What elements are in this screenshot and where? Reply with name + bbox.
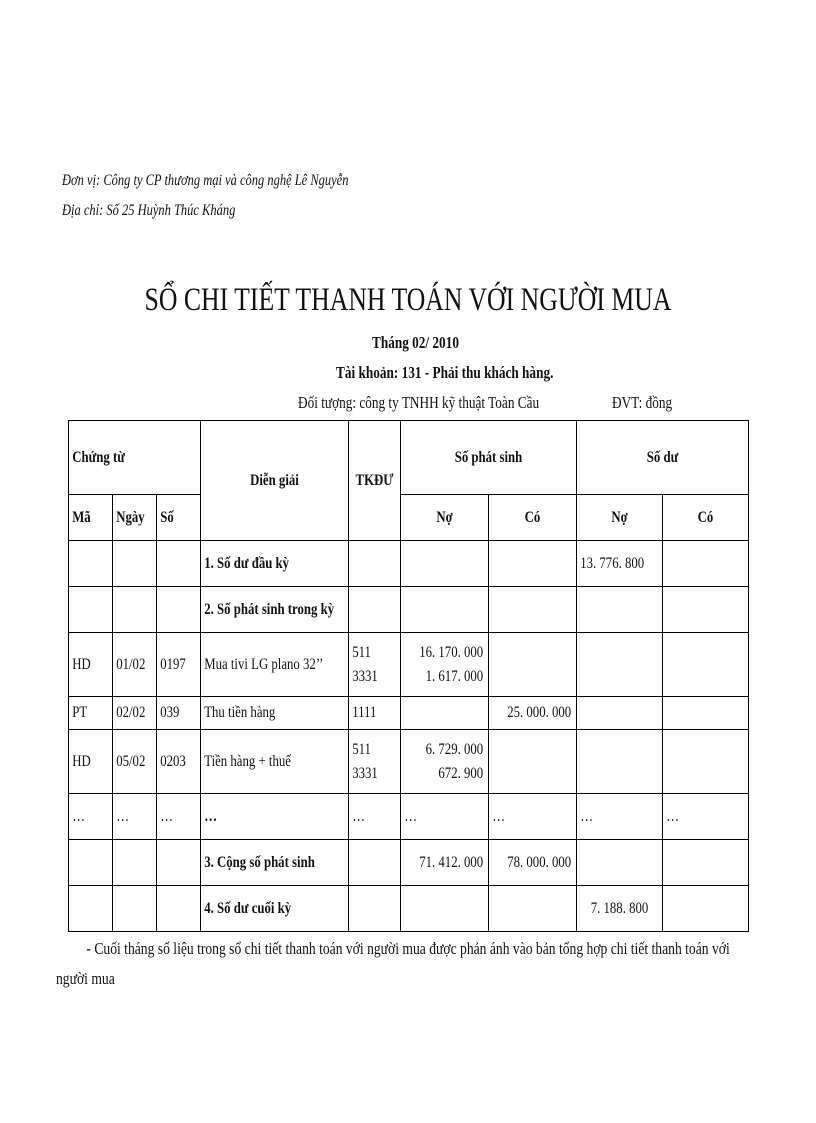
row-arising-credit: [489, 886, 577, 932]
header-date: Ngày: [113, 495, 157, 541]
row-code: [69, 541, 113, 587]
table-row: [69, 587, 749, 633]
header-number: Số: [157, 495, 201, 541]
table-row: [69, 840, 749, 886]
header-arising-credit: Có: [489, 495, 577, 541]
row-contra-account: 511 3331: [349, 730, 401, 794]
row-description: Mua tivi LG plano 32’’: [201, 633, 349, 697]
row-code: [69, 587, 113, 633]
account-label: Tài khoản: 131 - Phải thu khách hàng.: [336, 363, 554, 382]
table-row: [69, 730, 749, 794]
row-arising-debit: 6. 729. 000 672. 900: [401, 730, 489, 794]
row-balance-credit: [663, 730, 749, 794]
row-code: HD: [69, 633, 113, 697]
row-arising-credit: [489, 730, 577, 794]
row-number: [157, 541, 201, 587]
row-arising-credit: [489, 587, 577, 633]
row-balance-debit: [577, 840, 663, 886]
row-description: 2. Số phát sinh trong kỳ: [201, 587, 349, 633]
row-code: [69, 840, 113, 886]
header-arising-debit: Nợ: [401, 495, 489, 541]
row-number: 0203: [157, 730, 201, 794]
row-arising-debit: 71. 412. 000: [401, 840, 489, 886]
row-number: [157, 587, 201, 633]
footer-note: [56, 934, 776, 994]
row-date: [113, 541, 157, 587]
row-balance-debit: …: [577, 794, 663, 840]
row-balance-debit: 13. 776. 800: [577, 541, 663, 587]
month-label: Tháng 02/ 2010: [372, 333, 459, 352]
header-balance-debit: Nợ: [577, 495, 663, 541]
row-balance-credit: [663, 541, 749, 587]
table-row: [69, 697, 749, 730]
row-code: [69, 886, 113, 932]
row-date: 05/02: [113, 730, 157, 794]
row-date: [113, 840, 157, 886]
header-balance-credit: Có: [663, 495, 749, 541]
row-balance-credit: [663, 587, 749, 633]
row-contra-account: [349, 541, 401, 587]
company-address: Địa chỉ: Số 25 Huỳnh Thúc Kháng: [62, 202, 236, 219]
row-contra-account: …: [349, 794, 401, 840]
header-row-2: [69, 495, 749, 541]
row-balance-credit: …: [663, 794, 749, 840]
row-arising-credit: [489, 633, 577, 697]
row-arising-debit: [401, 587, 489, 633]
row-balance-credit: [663, 697, 749, 730]
row-contra-account: [349, 886, 401, 932]
row-number: [157, 886, 201, 932]
row-code: …: [69, 794, 113, 840]
header-row-1: [69, 421, 749, 495]
object-label: Đối tượng: công ty TNHH kỹ thuật Toàn Cầu: [298, 393, 540, 412]
header-balance: Số dư: [577, 421, 749, 495]
row-code: HD: [69, 730, 113, 794]
row-arising-credit: [489, 541, 577, 587]
row-code: PT: [69, 697, 113, 730]
row-balance-debit: [577, 633, 663, 697]
table-row: [69, 794, 749, 840]
row-description: 1. Số dư đầu kỳ: [201, 541, 349, 587]
row-arising-debit: 16. 170. 000 1. 617. 000: [401, 633, 489, 697]
row-balance-debit: [577, 730, 663, 794]
row-arising-debit: [401, 541, 489, 587]
table-row: [69, 541, 749, 587]
row-arising-credit: …: [489, 794, 577, 840]
unit-of-measure: ĐVT: đồng: [612, 393, 673, 412]
row-arising-debit: [401, 697, 489, 730]
row-description: Thu tiền hàng: [201, 697, 349, 730]
row-arising-debit: [401, 886, 489, 932]
header-code: Mã: [69, 495, 113, 541]
company-unit: Đơn vị: Công ty CP thương mại và công nghệ Lê Nguyễn: [62, 172, 349, 189]
row-balance-debit: [577, 587, 663, 633]
row-arising-debit: …: [401, 794, 489, 840]
footer-line-1: - Cuối tháng số liệu trong sổ chi tiết thanh toán với người mua được phản ánh vào bản tổng hợp chi tiết thanh toán với: [86, 939, 730, 958]
table-row: [69, 633, 749, 697]
header-contra-account: TKĐƯ: [349, 421, 401, 541]
row-balance-debit: 7. 188. 800: [577, 886, 663, 932]
header-arising: Số phát sinh: [401, 421, 577, 495]
header-description: Diễn giải: [201, 421, 349, 541]
row-contra-account: [349, 840, 401, 886]
row-number: [157, 840, 201, 886]
row-arising-credit: 78. 000. 000: [489, 840, 577, 886]
row-number: …: [157, 794, 201, 840]
row-number: 0197: [157, 633, 201, 697]
row-date: 02/02: [113, 697, 157, 730]
row-description: 3. Cộng số phát sinh: [201, 840, 349, 886]
row-balance-credit: [663, 886, 749, 932]
row-date: …: [113, 794, 157, 840]
row-arising-credit: 25. 000. 000: [489, 697, 577, 730]
table-row: [69, 886, 749, 932]
row-date: [113, 886, 157, 932]
row-balance-credit: [663, 633, 749, 697]
row-contra-account: 511 3331: [349, 633, 401, 697]
row-contra-account: [349, 587, 401, 633]
row-date: [113, 587, 157, 633]
row-description: Tiền hàng + thuế: [201, 730, 349, 794]
ledger-table: [68, 420, 749, 932]
row-description: …: [201, 794, 349, 840]
row-balance-credit: [663, 840, 749, 886]
page-title: SỔ CHI TIẾT THANH TOÁN VỚI NGƯỜI MUA: [144, 282, 672, 318]
row-date: 01/02: [113, 633, 157, 697]
row-description: 4. Số dư cuối kỳ: [201, 886, 349, 932]
footer-line-2: người mua: [56, 969, 115, 988]
row-balance-debit: [577, 697, 663, 730]
row-number: 039: [157, 697, 201, 730]
row-contra-account: 1111: [349, 697, 401, 730]
header-voucher: Chứng từ: [69, 421, 201, 495]
